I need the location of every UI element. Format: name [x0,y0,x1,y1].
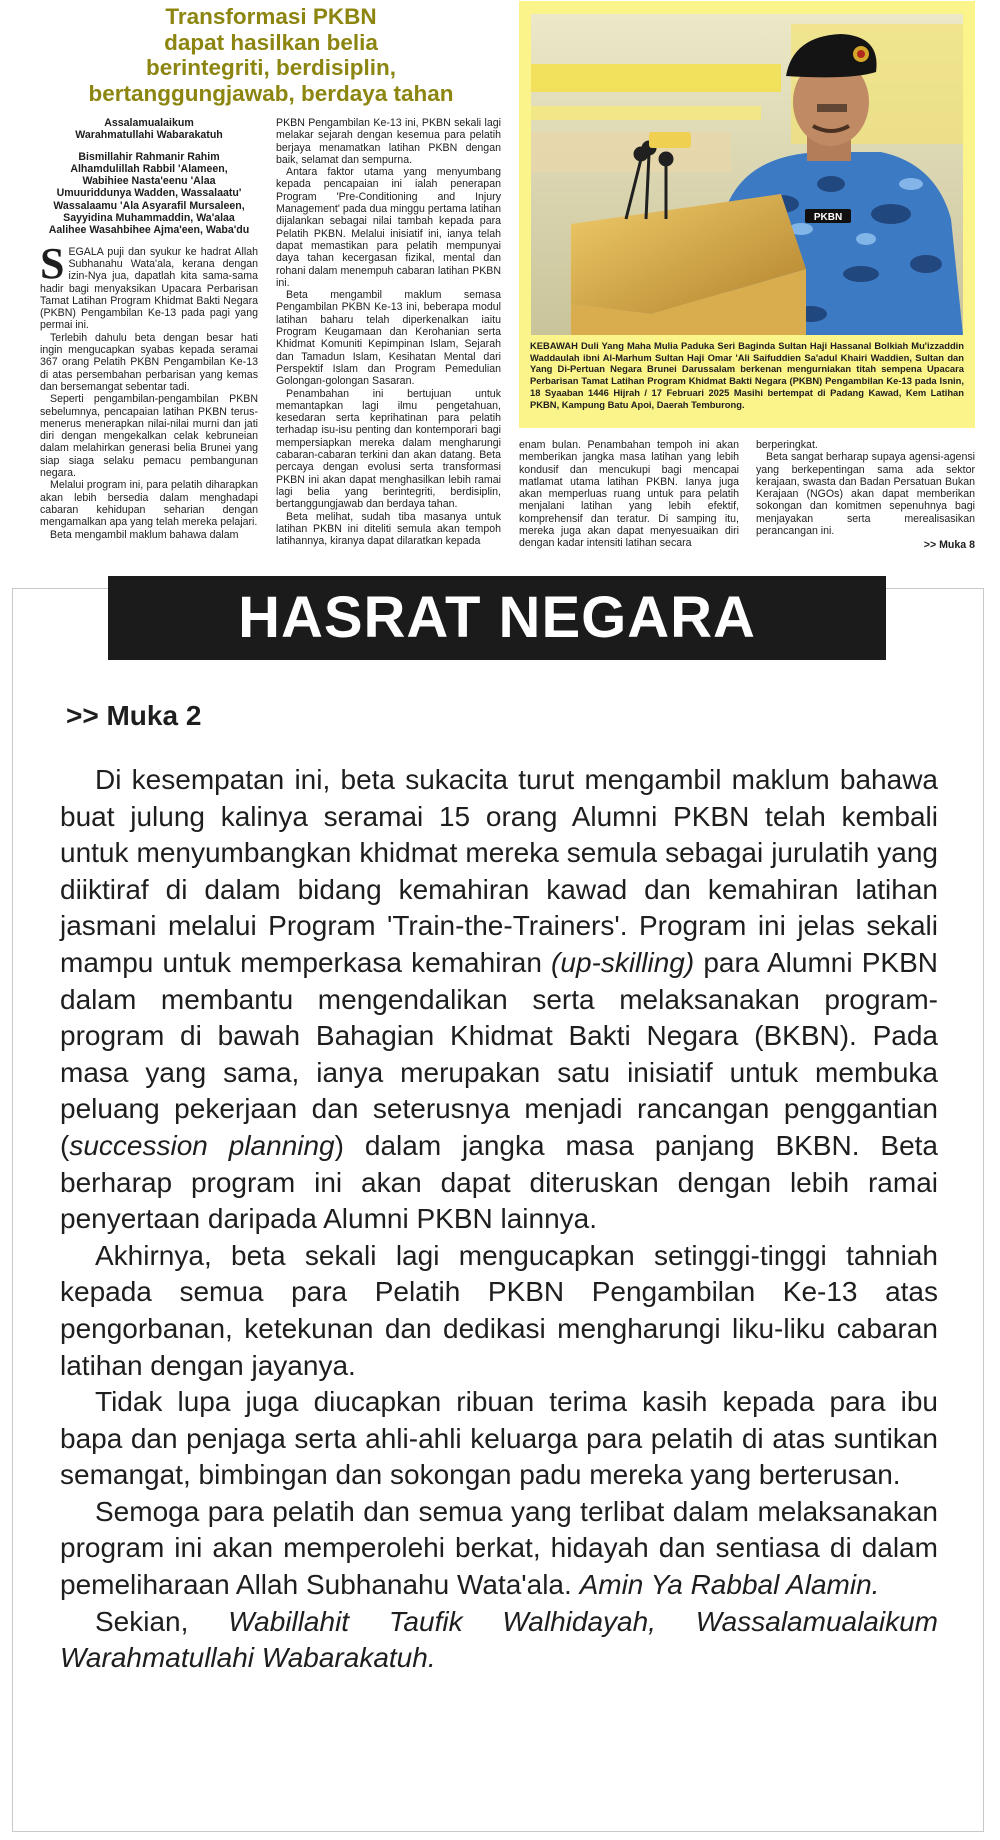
continued-on-page: >> Muka 8 [923,539,975,552]
headline-line: dapat hasilkan belia [164,29,378,55]
article-paragraph: Antara faktor utama yang menyumbang kepada pencapaian ini ialah penerapan Program 'Pre-Conditioning and Injury Management' pada dua minggu pertama latihan dijalankan sebagai nilai tambah kepada para Pelatih PKBN. Melalui inisiatif ini, ianya telah dapat memastikan para pelatih mempunyai daya tahan kecergasan fizikal, mental dan rohani dalam menempuh cabaran latihan PKBN ini. [276,166,501,289]
article-paragraph: PKBN Pengambilan Ke-13 ini, PKBN sekali lagi melakar sejarah dengan kesemua para pelatih berjaya menamatkan latihan PKBN dengan baik, selamat dan sempurna. [276,117,501,166]
bismillah-opening: Bismillahir Rahmanir Rahim Alhamdulillah Rabbil 'Alameen, Wabihiee Nasta'eenu 'Alaa Umuuriddunya Wadden, Wassalaatu' Wassalaamu 'Ala Asyarafil Mursaleen, Sayyidina Muhammaddin, Wa'alaa Aalihee Wasahbihee Ajma'een, Waba'du [48,150,250,237]
microphone-tag [649,132,691,148]
section-banner: HASRAT NEGARA [108,576,886,660]
continued-from-page: >> Muka 2 [66,700,202,731]
article-paragraph: Beta melihat, sudah tiba masanya untuk latihan PKBN ini diteliti semula akan tempoh latihannya, kiranya dapat dilaratkan kepada [276,510,501,548]
article-paragraph: Beta mengambil maklum bahawa dalam [50,528,239,541]
body-paragraph: Di kesempatan ini, beta sukacita turut mengambil maklum bahawa buat julung kalinya seramai 15 orang Alumni PKBN telah kembali untuk menyumbangkan khidmat mereka semula sebagai jurulatih yang diiktiraf di dalam bidang kemahiran kawad dan kemahiran latihan jasmani melalui Program 'Train-the-Trainers'. Program ini jelas sekali mampu untuk memperkasa kemahiran (up-skilling) para Alumni PKBN dalam membantu mengendalikan serta melaksanakan program-program di bawah Bahagian Khidmat Bakti Negara (BKBN). Pada masa yang sama, ianya merupakan satu inisiatif untuk membuka peluang pekerjaan dan seterusnya menjadi rancangan penggantian (succession planning) dalam jangka masa panjang BKBN. Beta berharap program ini akan dapat diteruskan dengan lebih ramai penyertaan daripada Alumni PKBN lainnya. [60,764,938,1235]
drop-cap: S [40,238,65,288]
headline-line: Transformasi PKBN [165,4,377,29]
article-paragraph: Melalui program ini, para pelatih diharapkan akan lebih bersedia dalam menghadapi cabaran kehidupan seharian dengan mengamalkan apa yang telah mereka pelajari. [40,479,258,529]
article-paragraph: Penambahan ini bertujuan untuk memantapkan lagi ilmu pengetahuan, kesedaran serta keprihatinan para pelatih terhadap isu-isu penting dan kontemporari bagi mempersiapkan mereka dalam mengharungi cabaran-cabaran terkini dan akan datang. Beta percaya dengan evolusi serta transformasi PKBN ini akan dapat menghasilkan lebih ramai lagi belia yang berintegriti, berdisiplin, bertanggungjawab dan berdaya tahan. [276,387,501,511]
sultan-speech-photo [531,14,963,335]
article-photo [531,14,963,335]
salutation: Assalamualaikum Warahmatullahi Wabarakatuh [75,117,223,142]
body-paragraph: Akhirnya, beta sekali lagi mengucapkan setinggi-tinggi tahniah kepada semua para Pelatih PKBN Pengambilan Ke-13 atas pengorbanan, ketekunan dan dedikasi mengharungi liku-liku cabaran latihan dengan jayanya. [60,1239,938,1381]
front-page-article [0,0,1000,556]
article-paragraph: Seperti pengambilan-pengambilan PKBN sebelumnya, pencapaian latihan PKBN terus-menerus menerapkan nilai-nilai murni dan jati diri dengan mengekalkan celak kebruneian dalam melahirkan generasi belia Brunei yang siap siaga selaku pemacu pembangunan negara. [40,393,258,480]
headline-line: berintegriti, berdisiplin, [145,55,397,80]
headline [40,4,502,106]
article-column-3 [519,439,739,550]
continuation-text [60,762,938,1677]
article-paragraph: Beta mengambil maklum semasa Pengambilan PKBN Ke-13 ini, beberapa modul latihan baharu telah diperkenalkan iaitu Program Keugamaan dan Kerohanian serta Khidmat Komuniti Kepimpinan Islam, Sejarah dan Tamadun Islam, Kesihatan Mental dari Perspektif Islam dan Program Pemedulian Golongan-golongan Sasaran. [276,289,501,388]
photo-caption: KEBAWAH Duli Yang Maha Mulia Paduka Seri Baginda Sultan Haji Hassanal Bolkiah Mu'izzaddin Waddaulah ibni Al-Marhum Sultan Haji Omar 'Ali Saifuddien Sa'adul Khairi Waddien, Sultan dan Yang Di-Pertuan Negara Brunei Darussalam berkenan mengurniakan titah sempena Upacara Perbarisan Tamat Latihan Program Khidmat Bakti Negara (PKBN) Pengambilan Ke-13 pada Isnin, 18 Syaaban 1446 Hijrah / 17 Februari 2025 Masihi bertempat di Padang Kawad, Kem Latihan PKBN, Kampung Batu Apoi, Daerah Temburong. [530,340,964,410]
article-column-1 [40,117,258,541]
article-paragraph: Beta sangat berharap supaya agensi-agensi yang berkepentingan sama ada sektor kerajaan, swasta dan Badan Persatuan Bukan Kerajaan (NGOs) akan dapat memberikan sokongan dan komitmen sepenuhnya bagi menjayakan serta merealisasikan perancangan ini. [756,451,975,538]
body-paragraph: Semoga para pelatih dan semua yang terlibat dalam melaksanakan program ini akan memperolehi berkat, hidayah dan sentiasa di dalam pemeliharaan Allah Subhanahu Wata'ala. Amin Ya Rabbal Alamin. [60,1495,938,1601]
body-paragraph: Sekian, Wabillahit Taufik Walhidayah, Wassalamualaikum Warahmatullahi Wabarakatuh. [60,1605,938,1674]
article-paragraph: Terlebih dahulu beta dengan besar hati ingin mengucapkan syabas kepada seramai 367 orang Pelatih PKBN Pengambilan Ke-13 di atas persembahan perbarisan yang kemas dan bersemangat sebentar tadi. [40,331,258,393]
headline-line: bertanggungjawab, berdaya tahan [88,80,454,106]
article-paragraph: enam bulan. Penambahan tempoh ini akan memberikan jangka masa latihan yang lebih kondusif dan mencukupi bagi mencapai matlamat utama latihan PKBN. Ianya juga akan memperluas ruang untuk para pelatih menjalani latihan yang lebih efektif, komprehensif dan teratur. Di samping itu, mereka juga akan dapat menyesuaikan diri dengan kadar intensiti latihan secara [519,439,739,550]
article-paragraph: SEGALA puji dan syukur ke hadrat Allah Subhanahu Wata'ala, kerana dengan izin-Nya jua, dapatlah kita sama-sama hadir bagi menyaksikan Upacara Perbarisan Tamat Latihan Program Khidmat Bakti Negara (PKBN) Pengambilan Ke-13 pada pagi yang permai ini. [40,238,258,332]
article-column-2 [276,117,501,547]
name-tag-text: PKBN [813,212,843,223]
article-column-4 [756,439,975,552]
article-paragraph: berperingkat. [756,439,818,451]
body-paragraph: Tidak lupa juga diucapkan ribuan terima kasih kepada para ibu bapa dan penjaga serta ahli-ahli keluarga para pelatih di atas suntikan semangat, bimbingan dan sokongan padu mereka yang berterusan. [60,1386,938,1491]
